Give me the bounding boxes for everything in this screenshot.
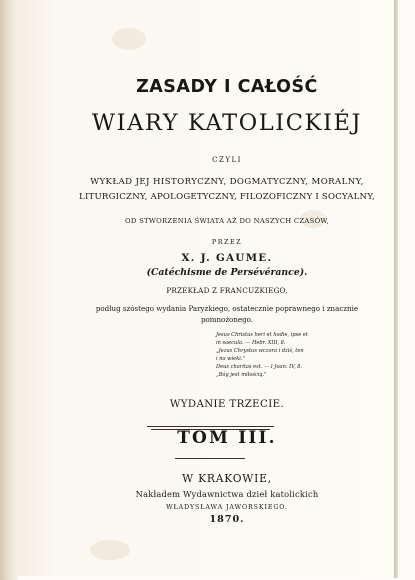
subtitle-line-3: OD STWORZENIA ŚWIATA AŻ DO NASZYCH CZASÓW, <box>124 217 329 225</box>
edition-label: WYDANIE TRZECIE. <box>169 399 285 410</box>
imprint-place: W KRAKOWIE, <box>182 472 272 485</box>
translation-note: PRZEKŁAD Z FRANCUZKIEGO, <box>166 286 288 295</box>
author-name: X. J. GAUME. <box>181 252 273 264</box>
rule-below-volume <box>175 458 245 459</box>
epigraph-line: „Bóg jest miłością." <box>216 372 267 378</box>
book-binding <box>0 0 18 580</box>
epigraph-line: Deus charitas est. — I Joan. IV, 8. <box>216 364 302 370</box>
original-title: (Catéchisme de Persévérance). <box>146 267 308 278</box>
page-edge <box>394 0 398 578</box>
foxing-spot <box>90 540 130 560</box>
edition-note-line-1: podług szóstego wydania Paryzkiego, ostatecznie poprawnego i znacznie <box>95 304 359 313</box>
imprint-printer: WŁADYSŁAWA JAWORSKIEGO. <box>166 504 288 511</box>
epigraph-line: in saecula. — Hebr. XIII, 8. <box>216 340 286 346</box>
rule-above-volume <box>147 426 274 427</box>
title-line-1: ZASADY I CAŁOŚĆ <box>136 77 318 97</box>
imprint-year: 1870. <box>209 514 245 525</box>
przez-label: PRZEZ <box>211 238 243 246</box>
volume-label: TOM III. <box>177 428 277 448</box>
imprint-publisher: Nakładem Wydawnictwa dzieł katolickich <box>135 489 319 499</box>
foxing-spot <box>112 28 146 50</box>
epigraph-line: i na wieki." <box>216 356 245 362</box>
epigraph-line: Jesus Christus heri et hodie, ipse et <box>216 332 308 338</box>
edition-note-line-2: pomnożonego. <box>200 315 254 324</box>
title-line-2: WIARY KATOLICKIÉJ <box>91 110 363 136</box>
subtitle-line-2: LITURGICZNY, APOLOGETYCZNY, FILOZOFICZNY I SOCYALNY, <box>79 192 375 202</box>
epigraph-line: „Jezus Chrystus wczora i dziś, ten <box>216 348 304 354</box>
subtitle-line-1: WYKŁAD JEJ HISTORYCZNY, DOGMATYCZNY, MORALNY, <box>90 177 364 187</box>
czyli-label: CZYLI <box>212 156 242 164</box>
